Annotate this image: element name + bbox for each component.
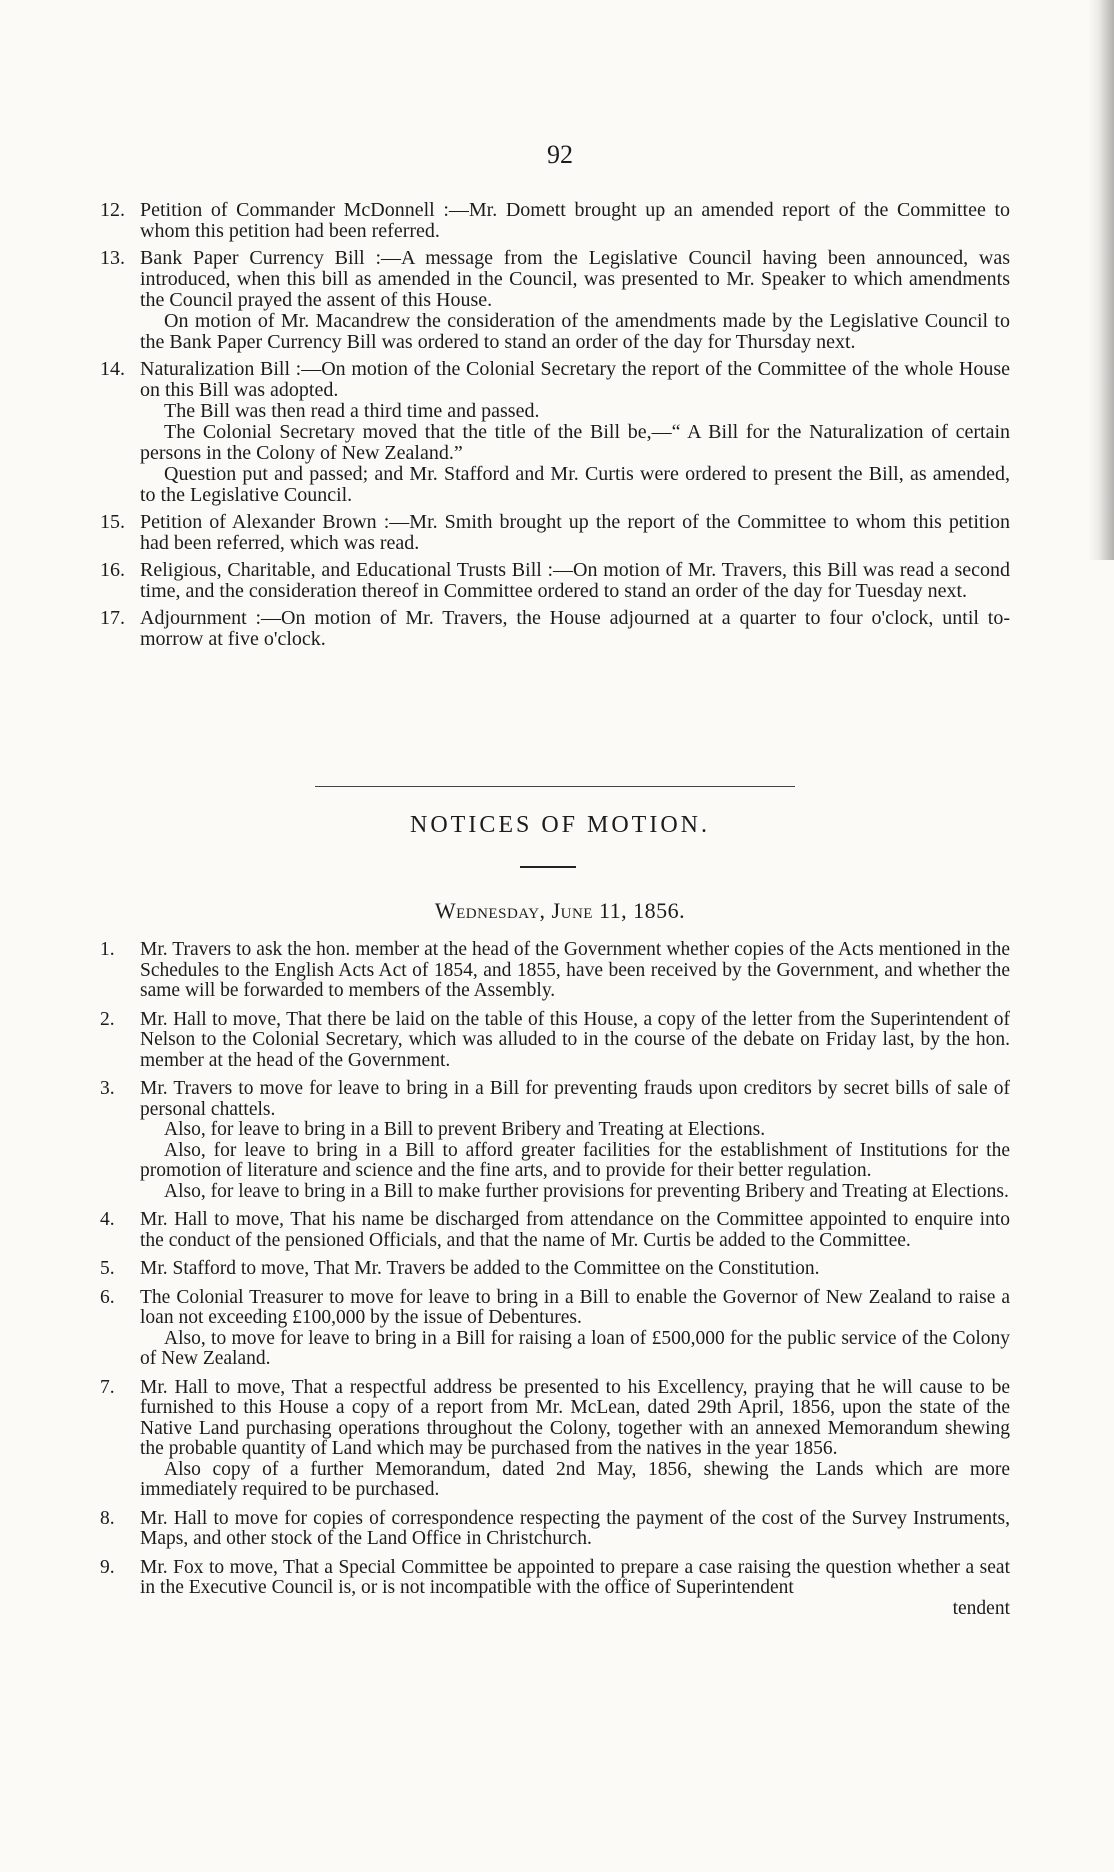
item-number: 16. bbox=[100, 559, 125, 581]
item-number: 6. bbox=[100, 1286, 115, 1308]
item-text: The Colonial Secretary moved that the title of the Bill be,—“ A Bill for the Naturalization of certain persons in the Colony of New Zealand.” bbox=[140, 421, 1010, 464]
item-number: 5. bbox=[100, 1258, 115, 1279]
notice-item-2 bbox=[100, 1010, 1010, 1072]
heading-rule bbox=[520, 866, 576, 868]
minutes-item-17 bbox=[100, 608, 1010, 650]
item-number: 9. bbox=[100, 1556, 115, 1578]
catchword: tendent bbox=[952, 1597, 1010, 1619]
notices-heading: NOTICES OF MOTION. bbox=[410, 812, 710, 838]
section-divider bbox=[315, 786, 795, 787]
scanned-page-edge bbox=[1088, 0, 1114, 560]
item-text: Also, for leave to bring in a Bill to prevent Bribery and Treating at Elections. bbox=[164, 1119, 766, 1140]
item-text: Naturalization Bill :—On motion of the Colonial Secretary the report of the Committee of the whole House on this Bill was adopted. bbox=[140, 358, 1010, 401]
item-number: 14. bbox=[100, 358, 125, 380]
item-text: Mr. Stafford to move, That Mr. Travers be added to the Committee on the Constitution. bbox=[140, 1258, 820, 1279]
notice-item-8 bbox=[100, 1509, 1010, 1550]
minutes-item-13 bbox=[100, 248, 1010, 353]
notice-item-3 bbox=[100, 1079, 1010, 1202]
item-text: Also, to move for leave to bring in a Bill for raising a loan of £500,000 for the public service of the Colony of New Zealand. bbox=[140, 1327, 1010, 1369]
minutes-item-14 bbox=[100, 359, 1010, 506]
item-number: 4. bbox=[100, 1209, 115, 1230]
item-text: Bank Paper Currency Bill :—A message from the Legislative Council having been announced, was introduced, when this bill as amended in the Council, was presented to Mr. Speaker to which amendments the Council prayed the assent of this House. bbox=[140, 247, 1010, 311]
item-number: 2. bbox=[100, 1008, 115, 1030]
item-text: Petition of Alexander Brown :—Mr. Smith brought up the report of the Committee to whom this petition had been referred, which was read. bbox=[140, 511, 1010, 554]
page-number: 92 bbox=[547, 140, 573, 169]
minutes-item-15 bbox=[100, 512, 1010, 554]
item-text: Mr. Fox to move, That a Special Committee be appointed to prepare a case raising the question whether a seat in the Executive Council is, or is not incompatible with the office of Superintendent bbox=[140, 1556, 1010, 1598]
item-text: Mr. Hall to move for copies of correspondence respecting the payment of the cost of the Survey Instruments, Maps, and other stock of the Land Office in Christchurch. bbox=[140, 1507, 1010, 1549]
minutes-item-12 bbox=[100, 200, 1010, 242]
item-text: The Colonial Treasurer to move for leave to bring in a Bill to enable the Governor of New Zealand to raise a loan not exceeding £100,000 by the issue of Debentures. bbox=[140, 1286, 1010, 1328]
notices-list bbox=[100, 940, 1010, 1627]
notice-item-1 bbox=[100, 940, 1010, 1002]
item-number: 12. bbox=[100, 199, 125, 221]
notices-date: Wednesday, June 11, 1856. bbox=[434, 898, 686, 923]
item-number: 7. bbox=[100, 1376, 115, 1398]
item-text: Mr. Hall to move, That there be laid on the table of this House, a copy of the letter from the Superintendent of Nelson to the Colonial Secretary, which was alluded to in the course of the debate on Friday last, by the hon. member at the head of the Government. bbox=[140, 1008, 1010, 1071]
item-text: Mr. Hall to move, That his name be discharged from attendance on the Committee appointed to enquire into the conduct of the pensioned Officials, and that the name of Mr. Curtis be added to the Committee. bbox=[140, 1209, 1010, 1251]
notice-item-5 bbox=[100, 1259, 1010, 1280]
notice-item-7 bbox=[100, 1378, 1010, 1501]
notice-item-4 bbox=[100, 1210, 1010, 1251]
item-text: Mr. Travers to ask the hon. member at the head of the Government whether copies of the Acts mentioned in the Schedules to the English Acts Act of 1854, and 1855, have been received by the Government, and whether the same will be forwarded to members of the Assembly. bbox=[140, 939, 1010, 1001]
item-text: Also, for leave to bring in a Bill to make further provisions for preventing Bribery and Treating at Elections. bbox=[164, 1180, 1009, 1202]
item-text: On motion of Mr. Macandrew the consideration of the amendments made by the Legislative Council to the Bank Paper Currency Bill was ordered to stand an order of the day for Thursday next. bbox=[140, 310, 1010, 353]
notice-item-9 bbox=[100, 1558, 1010, 1620]
item-number: 15. bbox=[100, 511, 125, 533]
item-text: Mr. Hall to move, That a respectful address be presented to his Excellency, praying that he will cause to be furnished to this House a copy of a report from Mr. McLean, dated 29th April, 1856, upon the state of the Native Land purchasing operations throughout the Colony, together with an annexed Memorandum shewing the probable quantity of Land which may be purchased from the natives in the year 1856. bbox=[140, 1376, 1010, 1459]
item-text: Religious, Charitable, and Educational Trusts Bill :—On motion of Mr. Travers, this Bill was read a second time, and the consideration thereof in Committee ordered to stand an order of the day for Tuesday next. bbox=[140, 559, 1010, 602]
item-text: Mr. Travers to move for leave to bring in a Bill for preventing frauds upon creditors by secret bills of sale of personal chattels. bbox=[140, 1078, 1010, 1120]
minutes-list bbox=[100, 200, 1010, 656]
item-text: The Bill was then read a third time and passed. bbox=[164, 400, 540, 422]
item-text: Also copy of a further Memorandum, dated 2nd May, 1856, shewing the Lands which are more immediately required to be purchased. bbox=[140, 1458, 1010, 1500]
item-number: 8. bbox=[100, 1507, 115, 1529]
item-text: Adjournment :—On motion of Mr. Travers, the House adjourned at a quarter to four o'clock, until to-morrow at five o'clock. bbox=[140, 607, 1010, 650]
item-text: Question put and passed; and Mr. Stafford and Mr. Curtis were ordered to present the Bill, as amended, to the Legislative Council. bbox=[140, 463, 1010, 506]
item-text: Petition of Commander McDonnell :—Mr. Domett brought up an amended report of the Committee to whom this petition had been referred. bbox=[140, 199, 1010, 242]
notice-item-6 bbox=[100, 1288, 1010, 1370]
item-text: Also, for leave to bring in a Bill to afford greater facilities for the establishment of Institutions for the promotion of literature and science and the fine arts, and to provide for their better regulation. bbox=[140, 1139, 1010, 1181]
item-number: 13. bbox=[100, 247, 125, 269]
minutes-item-16 bbox=[100, 560, 1010, 602]
item-number: 3. bbox=[100, 1078, 115, 1099]
item-number: 1. bbox=[100, 939, 115, 960]
item-number: 17. bbox=[100, 607, 125, 629]
